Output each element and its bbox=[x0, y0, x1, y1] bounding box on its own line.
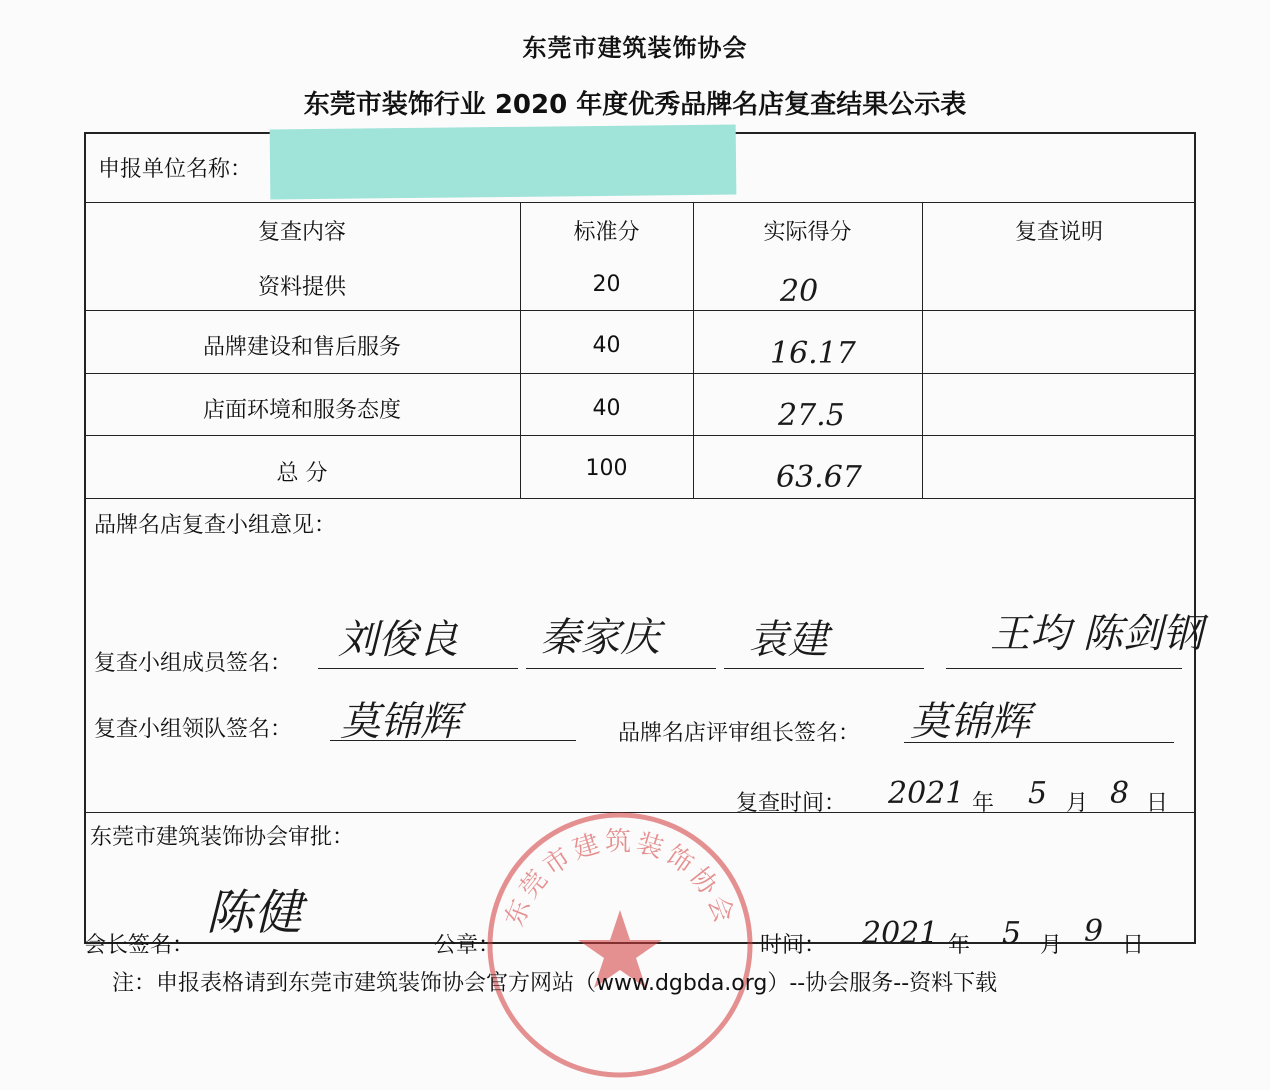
row-item: 资料提供 bbox=[257, 275, 346, 300]
official-seal bbox=[475, 800, 765, 1090]
signature-line bbox=[904, 742, 1174, 743]
col-divider bbox=[693, 202, 694, 498]
approval-label: 东莞市建筑装饰协会审批： bbox=[90, 825, 355, 850]
col-header-standard: 标准分 bbox=[573, 220, 640, 245]
approval-date-month-unit: 月 bbox=[1040, 933, 1063, 958]
review-date-year-unit: 年 bbox=[972, 791, 995, 816]
opinion-label: 品牌名店复查小组意见： bbox=[94, 513, 337, 538]
approval-date-month: 5 bbox=[1002, 916, 1022, 951]
member-signature: 王均 陈剑钢 bbox=[990, 611, 1203, 657]
row-item: 店面环境和服务态度 bbox=[202, 398, 401, 423]
row-item: 品牌建设和售后服务 bbox=[202, 335, 401, 360]
members-label: 复查小组成员签名： bbox=[94, 651, 293, 676]
member-signature: 秦家庆 bbox=[540, 615, 660, 661]
signature-line bbox=[318, 668, 518, 669]
review-date-day-unit: 日 bbox=[1146, 791, 1169, 816]
row-actual-total: 63.67 bbox=[776, 460, 862, 495]
org-title: 东莞市建筑装饰协会 bbox=[522, 34, 748, 62]
row-standard: 40 bbox=[592, 396, 621, 421]
row-divider bbox=[84, 310, 1196, 311]
signature-line bbox=[946, 668, 1182, 669]
review-date-year: 2021 bbox=[888, 776, 965, 811]
approval-date-label: 时间： bbox=[760, 933, 827, 958]
signature-line bbox=[526, 668, 716, 669]
chief-label: 品牌名店评审组长签名： bbox=[618, 721, 861, 746]
footer-note: 注：申报表格请到东莞市建筑装饰协会官方网站（www.dgbda.org）--协会服务--资料下载 bbox=[112, 971, 998, 996]
row-divider bbox=[84, 373, 1196, 374]
leader-label: 复查小组领队签名： bbox=[94, 717, 293, 742]
leader-signature: 莫锦辉 bbox=[340, 699, 460, 745]
row-item-total: 总 分 bbox=[276, 461, 328, 486]
col-divider bbox=[922, 202, 923, 498]
review-date-month: 5 bbox=[1028, 776, 1048, 811]
approval-date-year-unit: 年 bbox=[948, 933, 971, 958]
approval-date-day-unit: 日 bbox=[1122, 933, 1145, 958]
review-date-month-unit: 月 bbox=[1066, 791, 1089, 816]
review-date-day: 8 bbox=[1110, 776, 1130, 811]
col-header-item: 复查内容 bbox=[257, 220, 346, 245]
member-signature: 袁建 bbox=[748, 617, 828, 663]
row-divider bbox=[84, 498, 1196, 499]
row-standard: 40 bbox=[592, 333, 621, 358]
row-actual: 27.5 bbox=[778, 398, 845, 433]
member-signature: 刘俊良 bbox=[338, 617, 458, 663]
row-standard: 20 bbox=[592, 272, 621, 297]
seal-label: 公章： bbox=[434, 933, 501, 958]
approval-date-year: 2021 bbox=[862, 916, 939, 951]
row-actual: 20 bbox=[780, 274, 819, 309]
review-date-label: 复查时间： bbox=[736, 791, 847, 816]
main-title: 东莞市装饰行业 2020 年度优秀品牌名店复查结果公示表 bbox=[303, 90, 967, 120]
row-standard-total: 100 bbox=[585, 456, 628, 481]
row-divider bbox=[84, 202, 1196, 203]
seal-text: 东莞市建筑装饰协会 bbox=[499, 827, 741, 931]
col-header-actual: 实际得分 bbox=[763, 220, 852, 245]
row-actual: 16.17 bbox=[770, 336, 856, 371]
signature-line bbox=[724, 668, 924, 669]
col-header-note: 复查说明 bbox=[1014, 220, 1103, 245]
president-signature: 陈健 bbox=[206, 885, 303, 941]
approval-date-day: 9 bbox=[1084, 914, 1104, 949]
president-label: 会长签名： bbox=[84, 933, 195, 958]
row-divider bbox=[84, 435, 1196, 436]
redaction-block bbox=[270, 125, 737, 200]
signature-line bbox=[330, 740, 576, 741]
applicant-label: 申报单位名称： bbox=[98, 157, 253, 182]
chief-signature: 莫锦辉 bbox=[910, 699, 1030, 745]
